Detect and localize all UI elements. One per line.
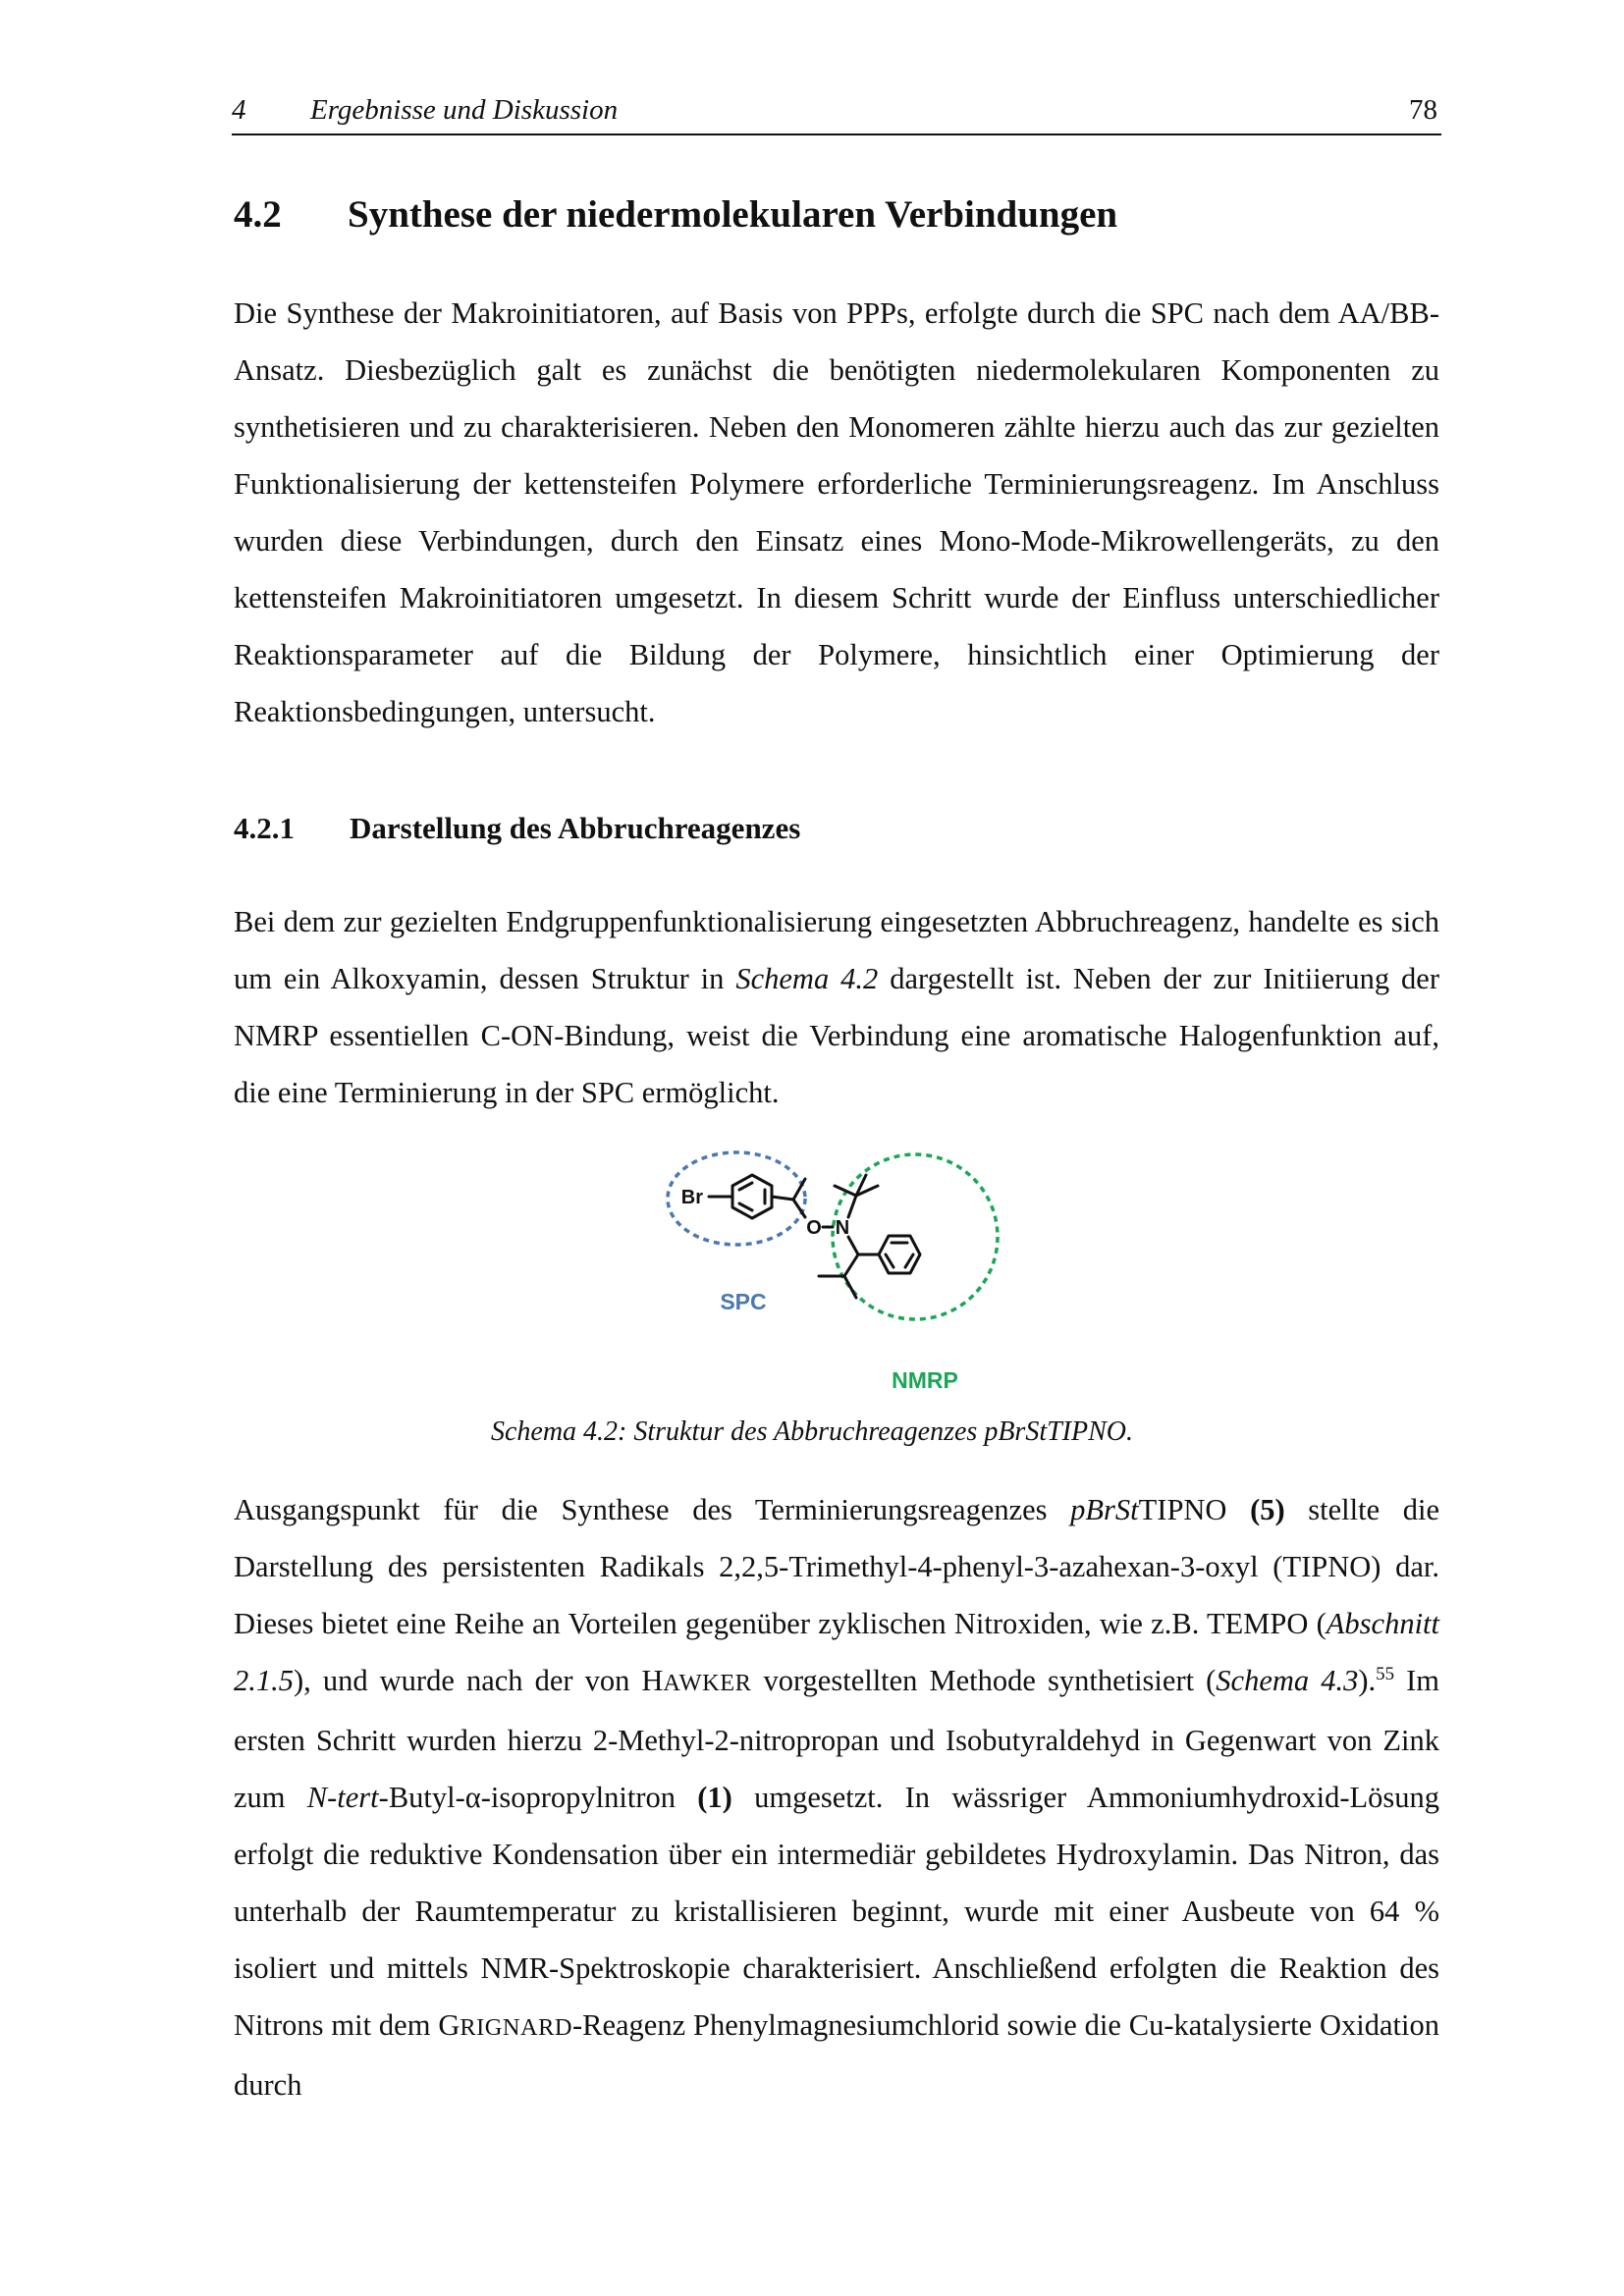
scheme-reference: Schema 4.3	[1216, 1664, 1359, 1697]
scheme-reference: Schema 4.2	[735, 962, 879, 995]
text-run: dargestellt ist. Neben der zur Initiierung der NMRP essentiellen C-ON-Bindung, weist die Verbindung eine aromatische Halogenfunktion auf, die eine Terminierung in der SPC ermöglicht.	[234, 962, 1439, 1109]
paragraph-tipno-synthesis	[234, 1481, 1439, 2113]
text-run: Ausgangspunkt für die Synthese des Terminierungsreagenzes	[234, 1493, 1071, 1526]
citation-number: 55	[1376, 1663, 1395, 1684]
text-run: umgesetzt. In wässriger Ammoniumhydroxid-Lösung erfolgt die reduktive Kondensation über ein intermediär gebildetes Hydroxylamin. Das Nitron, das unterhalb der Raumtemperatur zu kristallisieren beginnt, wurde mit einer Ausbeute von 64 % isoliert und mittels NMR-Spektroskopie charakterisiert. Anschließend erfolgten die Reaktion des Nitrons mit dem G	[234, 1781, 1439, 2042]
paragraph-abbruchreagenz	[234, 893, 1439, 1121]
section-heading	[234, 192, 1117, 237]
text-run: TIPNO	[1138, 1493, 1251, 1526]
atom-o: O	[806, 1217, 822, 1239]
text-run: -Butyl-α-isopropylnitron	[378, 1781, 698, 1814]
small-caps-name: RIGNARD	[460, 2014, 572, 2041]
page-number: 78	[1409, 94, 1437, 126]
section-number: 4.2	[234, 193, 282, 236]
chemical-prefix: N-tert	[306, 1781, 379, 1814]
running-header	[232, 94, 1441, 135]
section-title: Synthese der niedermolekularen Verbindungen	[348, 193, 1118, 236]
compound-number: (5)	[1250, 1493, 1285, 1526]
intro-paragraph: Die Synthese der Makroinitiatoren, auf Basis von PPPs, erfolgte durch die SPC nach dem AA/BB-Ansatz. Diesbezüglich galt es zunächst die benötigten niedermolekularen Komponenten zu synthetisieren und zu charakterisieren. Neben den Monomeren zählte hierzu auch das zur gezielten Funktionalisierung der kettensteifen Polymere erforderliche Terminierungsreagenz. Im Anschluss wurden diese Verbindungen, durch den Einsatz eines Mono-Mode-Mikrowellengeräts, zu den kettensteifen Makroinitiatoren umgesetzt. In diesem Schritt wurde der Einfluss unterschiedlicher Reaktionsparameter auf die Bildung der Polymere, hinsichtlich einer Optimierung der Reaktionsbedingungen, untersucht.	[234, 296, 1439, 728]
scheme-caption: Schema 4.2: Struktur des Abbruchreagenzes pBrStTIPNO.	[490, 1416, 1134, 1447]
nmrp-label: NMRP	[892, 1367, 958, 1393]
chapter-number: 4	[232, 94, 246, 126]
chemical-structure-scheme	[648, 1139, 1021, 1404]
text-run: Bei dem zur gezielten Endgruppenfunktionalisierung eingesetzten Abbruchreagenz, handelte es sich um ein Alkoxyamin, dessen Struktur in	[234, 905, 1439, 995]
compound-number: (1)	[697, 1781, 732, 1814]
compound-prefix: pBrSt	[1070, 1493, 1139, 1526]
chapter-title: Ergebnisse und Diskussion	[310, 94, 619, 126]
text-run: stellte die Darstellung des persistenten Radikals 2,2,5-Trimethyl-4-phenyl-3-azahexan-3-oxyl (TIPNO) dar. Dieses bietet eine Reihe an Vorteilen gegenüber zyklischen Nitroxiden, wie z.B. TEMPO (	[234, 1493, 1439, 1640]
text-run: ), und wurde nach der von H	[294, 1664, 664, 1697]
small-caps-name: AWKER	[663, 1670, 752, 1696]
subsection-number: 4.2.1	[234, 811, 295, 845]
nmrp-region-outline	[833, 1154, 998, 1319]
subsection-heading	[234, 811, 800, 846]
atom-br: Br	[680, 1187, 703, 1208]
spc-label: SPC	[720, 1289, 767, 1314]
text-run: Im ersten Schritt wurden hierzu 2-Methyl-2-nitropropan und Isobutyraldehyd in Gegenwart von Zink zum	[234, 1664, 1439, 1814]
atom-n: N	[835, 1217, 850, 1239]
text-run: vorgestellten Methode synthetisiert (	[751, 1664, 1217, 1697]
subsection-title: Darstellung des Abbruchreagenzes	[350, 811, 801, 845]
text-run: -Reagenz Phenylmagnesiumchlorid sowie die Cu-katalysierte Oxidation durch	[234, 2008, 1439, 2102]
text-run: ).	[1358, 1664, 1377, 1697]
section-reference: Abschnitt 2.1.5	[234, 1607, 1439, 1697]
